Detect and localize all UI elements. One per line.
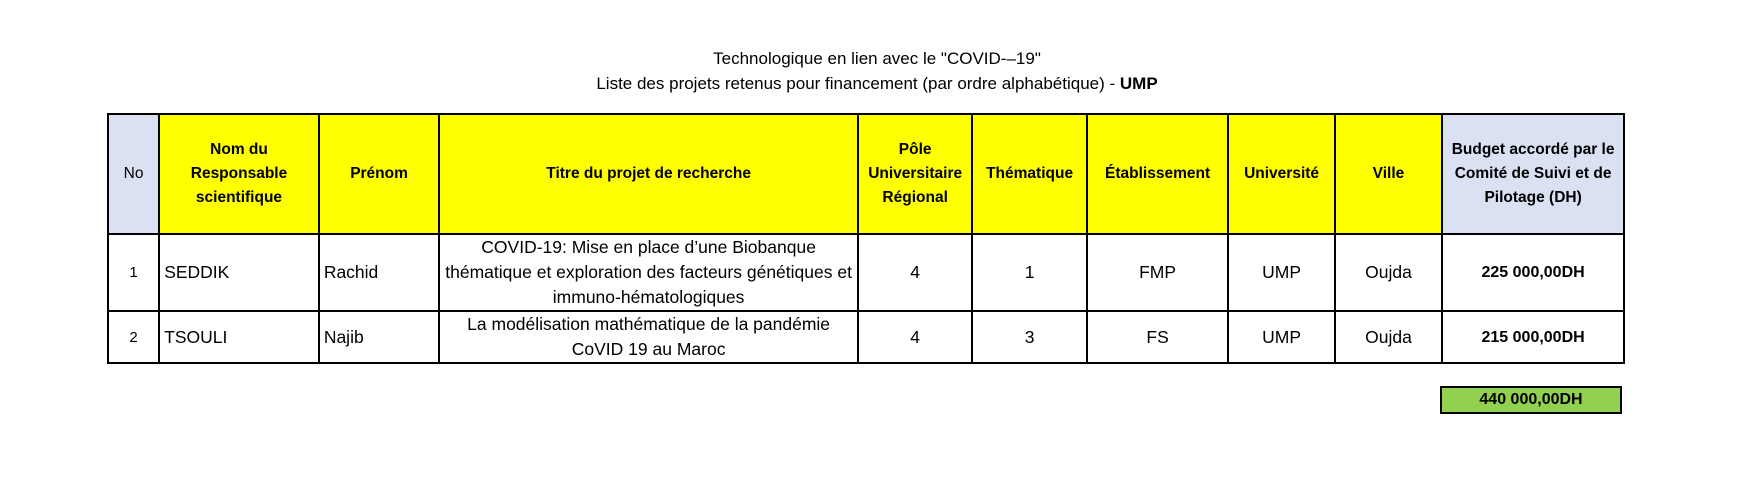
cell-no: 1 [108, 234, 159, 311]
header-budget: Budget accordé par le Comité de Suivi et de Pilotage (DH) [1442, 114, 1624, 234]
header-ville: Ville [1335, 114, 1442, 234]
cell-nom: SEDDIK [159, 234, 319, 311]
cell-titre: COVID-19: Mise en place d’une Biobanque thématique et exploration des facteurs génétiques et immuno-hématologiques [439, 234, 858, 311]
cell-universite: UMP [1228, 311, 1334, 363]
cell-prenom: Najib [319, 311, 439, 363]
header-universite: Université [1228, 114, 1334, 234]
header-no: No [108, 114, 159, 234]
heading-line-2-text: Liste des projets retenus pour financement (par ordre alphabétique) - [596, 74, 1120, 93]
header-nom: Nom du Responsable scientifique [159, 114, 319, 234]
cell-etablissement: FMP [1087, 234, 1229, 311]
projects-table [107, 113, 1625, 364]
cell-pole: 4 [858, 311, 972, 363]
cell-universite: UMP [1228, 234, 1334, 311]
cell-ville: Oujda [1335, 311, 1442, 363]
heading-line-2 [0, 71, 1754, 96]
budget-total: 440 000,00DH [1440, 386, 1622, 414]
heading-line-1: Technologique en lien avec le "COVID-–19" [713, 49, 1041, 68]
heading-university-code: UMP [1119, 74, 1158, 93]
cell-ville: Oujda [1335, 234, 1442, 311]
cell-nom: TSOULI [159, 311, 319, 363]
cell-thematique: 1 [972, 234, 1086, 311]
header-prenom: Prénom [319, 114, 439, 234]
cell-titre: La modélisation mathématique de la pandémie CoVID 19 au Maroc [439, 311, 858, 363]
header-pole: Pôle Universitaire Régional [858, 114, 972, 234]
cell-thematique: 3 [972, 311, 1086, 363]
header-thematique: Thématique [972, 114, 1086, 234]
document-heading [0, 46, 1754, 96]
table-row [108, 234, 1624, 311]
cell-budget: 225 000,00DH [1442, 234, 1624, 311]
cell-prenom: Rachid [319, 234, 439, 311]
cell-pole: 4 [858, 234, 972, 311]
cell-no: 2 [108, 311, 159, 363]
header-titre: Titre du projet de recherche [439, 114, 858, 234]
table-row [108, 311, 1624, 363]
table-header-row [108, 114, 1624, 234]
cell-budget: 215 000,00DH [1442, 311, 1624, 363]
cell-etablissement: FS [1087, 311, 1229, 363]
header-etablissement: Établissement [1087, 114, 1229, 234]
